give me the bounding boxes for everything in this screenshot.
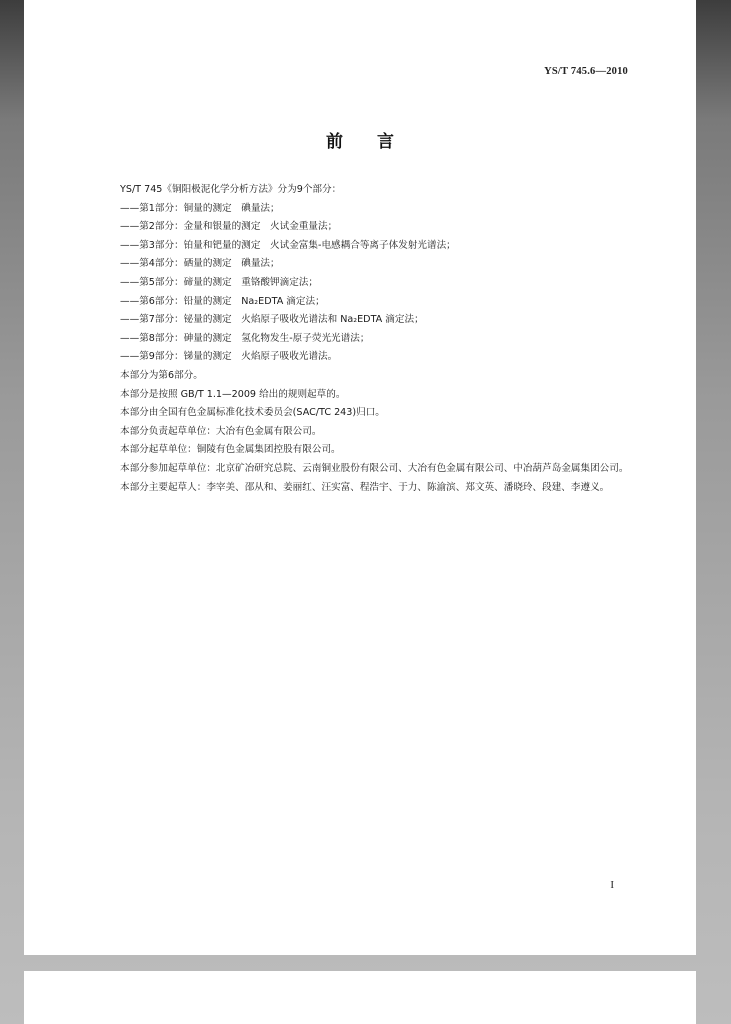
part-statement: 本部分为第6部分。 bbox=[120, 369, 203, 381]
intro-line: YS/T 745《铜阳极泥化学分析方法》分为9个部分： bbox=[120, 184, 342, 195]
part-list-item: ——第9部分：锑量的测定 火焰原子吸收光谱法。 bbox=[120, 351, 338, 363]
document-code: YS/T 745.6—2010 bbox=[544, 66, 628, 77]
part-list-item: ——第7部分：铋量的测定 火焰原子吸收光谱法和 Na₂EDTA 滴定法； bbox=[120, 314, 424, 326]
document-page bbox=[24, 0, 696, 955]
page-number: I bbox=[610, 879, 614, 891]
responsible-unit-statement: 本部分负责起草单位：大冶有色金属有限公司。 bbox=[120, 425, 322, 437]
technical-committee-statement: 本部分由全国有色金属标准化技术委员会(SAC/TC 243)归口。 bbox=[120, 407, 385, 419]
main-drafters-paragraph: 本部分主要起草人：李宰美、邵从和、姜丽红、汪实富、程浩宇、于力、陈渝滨、郑文英、潘晓玲、段建、李遵义。 bbox=[120, 481, 610, 493]
participating-units-paragraph: 本部分参加起草单位：北京矿冶研究总院、云南铜业股份有限公司、大冶有色金属有限公司、中冶葫芦岛金属集团公司。 bbox=[120, 462, 629, 474]
part-list-item: ——第8部分：砷量的测定 氢化物发生-原子荧光光谱法； bbox=[120, 332, 370, 344]
drafting-unit-statement: 本部分起草单位：铜陵有色金属集团控股有限公司。 bbox=[120, 444, 341, 456]
part-list-item: ——第1部分：铜量的测定 碘量法； bbox=[120, 202, 280, 214]
page-title: 前言 bbox=[326, 132, 428, 152]
part-list-item: ——第6部分：铅量的测定 Na₂EDTA 滴定法； bbox=[120, 295, 325, 307]
next-document-page bbox=[24, 971, 696, 1024]
foreword-body bbox=[96, 181, 636, 497]
part-list-item: ——第2部分：金量和银量的测定 火试金重量法； bbox=[120, 221, 338, 233]
part-list-item: ——第4部分：硒量的测定 碘量法； bbox=[120, 258, 280, 270]
part-list-item: ——第5部分：碲量的测定 重铬酸钾滴定法； bbox=[120, 276, 318, 288]
part-list-item: ——第3部分：铂量和钯量的测定 火试金富集-电感耦合等离子体发射光谱法； bbox=[120, 239, 456, 251]
drafting-rules-statement: 本部分是按照 GB/T 1.1—2009 给出的规则起草的。 bbox=[120, 388, 346, 400]
